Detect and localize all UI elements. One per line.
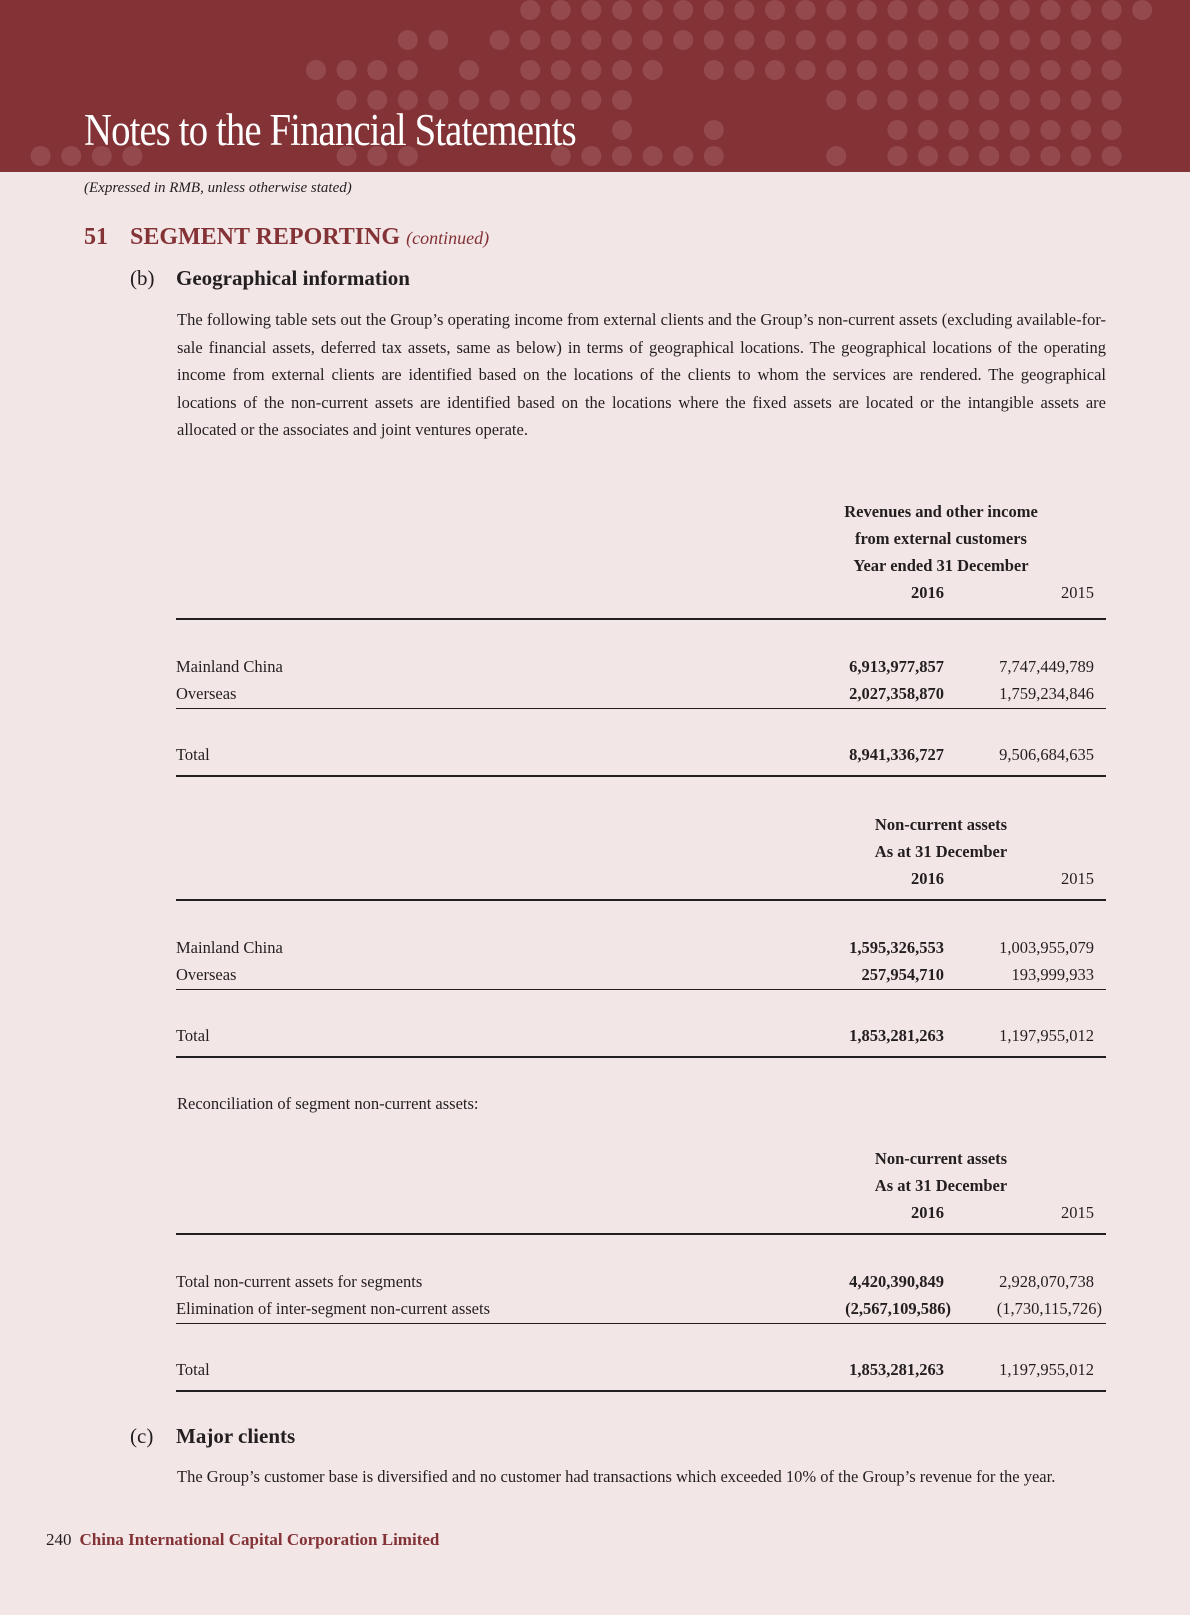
table-rule [176, 618, 1106, 620]
table-row: Overseas 257,954,710 193,999,933 [176, 965, 1094, 984]
reconciliation-intro: Reconciliation of segment non-current assets: [177, 1094, 479, 1113]
year-2016-header: 2016 [911, 583, 944, 602]
continued-label: (continued) [406, 228, 490, 248]
table-rule [176, 899, 1106, 901]
table-row: Overseas 2,027,358,870 1,759,234,846 [176, 684, 1094, 703]
table-total-row: Total 1,853,281,263 1,197,955,012 [176, 1026, 1094, 1045]
table-rule [176, 708, 1106, 709]
subsection-b-label: (b) [130, 266, 155, 290]
revenue-header-line-1: Revenues and other income [844, 502, 1038, 521]
geographical-info-paragraph: The following table sets out the Group’s operating income from external clients and the Group’s non-current assets (excluding available-for-sale financial assets, deferred tax assets, same as below) in terms of geographical locations. The geographical locations of the operating income from external clients are identified based on the locations of the clients to whom the services are rendered. The geographical locations of the non-current assets are identified based on the locations where the fixed assets are located or the intangible assets are allocated or the associates and joint ventures operate. [177, 310, 1106, 439]
section-heading [84, 224, 489, 251]
year-2016-header: 2016 [911, 1203, 944, 1222]
major-clients-paragraph: The Group’s customer base is diversified and no customer had transactions which exceeded 10% of the Group’s revenue for the year. [177, 1467, 1056, 1486]
table-rule [176, 1323, 1106, 1324]
reconciliation-header-line-1: Non-current assets [874, 1149, 1008, 1168]
section-title: SEGMENT REPORTING [130, 224, 401, 250]
subsection-b-title: Geographical information [176, 266, 410, 290]
table-rule [176, 1233, 1106, 1235]
noncurrent-header-line-1: Non-current assets [874, 815, 1008, 834]
revenue-header-line-3: Year ended 31 December [853, 556, 1029, 575]
table-rule [176, 1390, 1106, 1392]
page-title: Notes to the Financial Statements [84, 105, 576, 155]
table-row: Elimination of inter-segment non-current assets (2,567,109,586) (1,730,115,726) [176, 1299, 1102, 1318]
subsection-c-heading [130, 1424, 295, 1449]
year-2015-header: 2015 [1061, 583, 1094, 602]
table-row: Mainland China 6,913,977,857 7,747,449,789 [176, 657, 1094, 676]
subsection-b-heading [130, 266, 410, 291]
table-rule [176, 775, 1106, 777]
section-number: 51 [84, 224, 108, 250]
reconciliation-header-line-2: As at 31 December [874, 1176, 1008, 1195]
table-rule [176, 1056, 1106, 1058]
header-banner [0, 0, 1190, 172]
year-2016-header: 2016 [911, 869, 944, 888]
year-2015-header: 2015 [1061, 869, 1094, 888]
currency-note: (Expressed in RMB, unless otherwise stated) [84, 180, 352, 196]
revenue-header-line-2: from external customers [855, 529, 1027, 548]
year-2015-header: 2015 [1061, 1203, 1094, 1222]
page-number: 240 [46, 1530, 72, 1549]
table-total-row: Total 1,853,281,263 1,197,955,012 [176, 1360, 1094, 1379]
subsection-c-title: Major clients [176, 1424, 296, 1448]
table-rule [176, 989, 1106, 990]
table-total-row: Total 8,941,336,727 9,506,684,635 [176, 745, 1094, 764]
noncurrent-header-line-2: As at 31 December [874, 842, 1008, 861]
company-name: China International Capital Corporation Limited [79, 1530, 440, 1549]
subsection-c-label: (c) [130, 1424, 154, 1448]
page-footer [46, 1530, 439, 1550]
table-row: Mainland China 1,595,326,553 1,003,955,079 [176, 938, 1094, 957]
table-row: Total non-current assets for segments 4,420,390,849 2,928,070,738 [176, 1272, 1094, 1291]
